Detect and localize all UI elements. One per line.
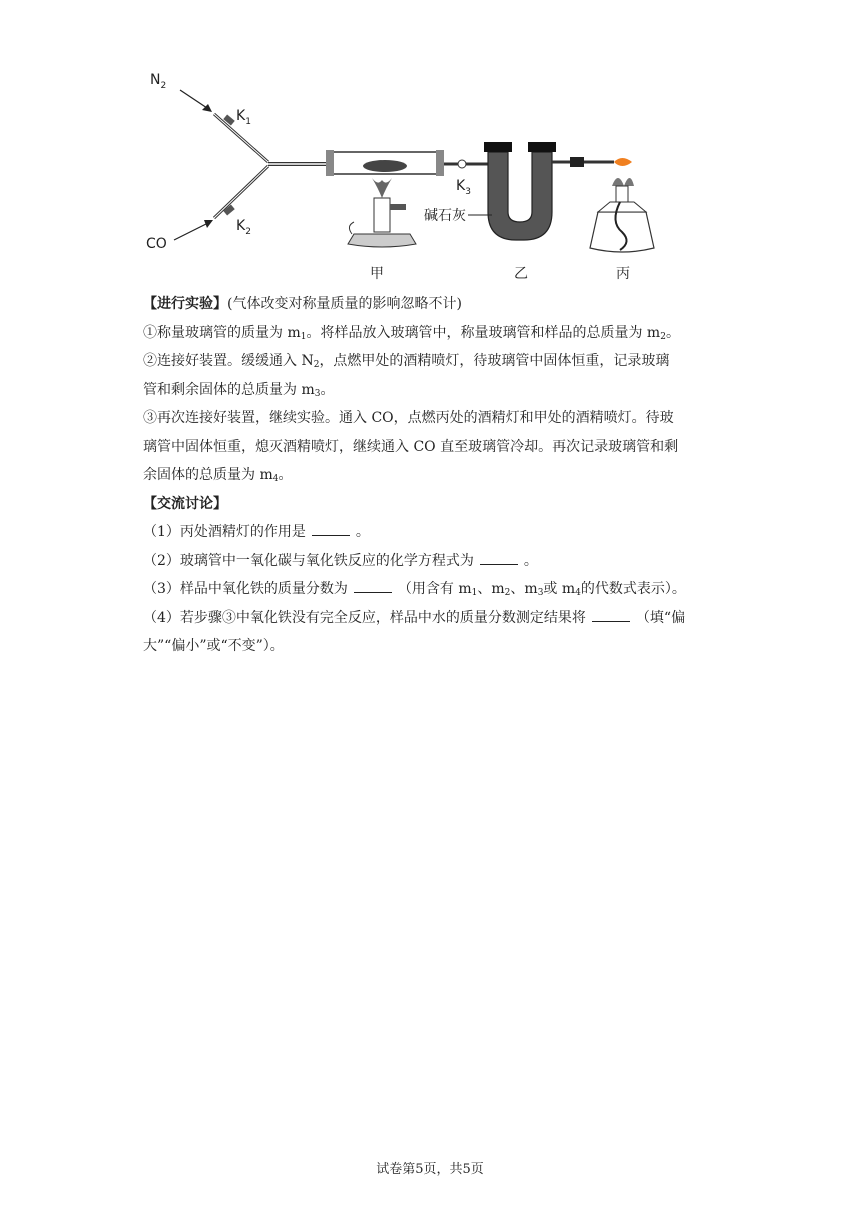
lamp-wick bbox=[616, 186, 628, 202]
apparatus-figure bbox=[140, 62, 700, 287]
burner-base bbox=[348, 234, 416, 247]
burner-body bbox=[374, 198, 390, 232]
co-arrow bbox=[174, 222, 210, 240]
station-jia-label: 甲 bbox=[370, 266, 384, 282]
k3-clamp bbox=[458, 160, 466, 168]
lamp-flame bbox=[612, 178, 634, 186]
experiment-step-3-end: 余固体的总质量为 $m_4$。 bbox=[143, 467, 293, 484]
answer-blank-1[interactable] bbox=[312, 521, 350, 536]
question-2: （2）玻璃管中一氧化碳与氧化铁反应的化学方程式为 。 bbox=[143, 547, 733, 576]
u-stopper-left bbox=[484, 142, 512, 152]
station-bing-label: 丙 bbox=[616, 266, 630, 282]
soda-lime-label: 碱石灰 bbox=[424, 208, 466, 224]
u-stopper-right bbox=[528, 142, 556, 152]
question-4: （4）若步骤③中氧化铁没有完全反应，样品中水的质量分数测定结果将 （填“偏 bbox=[143, 604, 733, 633]
experiment-step-3: ③再次连接好装置，继续实验。通入 CO，点燃丙处的酒精灯和甲处的酒精喷灯。待玻 bbox=[143, 410, 674, 426]
burner-handle bbox=[349, 222, 354, 234]
burning-gas-flame bbox=[614, 158, 632, 166]
answer-blank-2[interactable] bbox=[480, 550, 518, 565]
page-footer: 试卷第5页，共5页 bbox=[376, 1162, 484, 1177]
question-3: （3）样品中氧化铁的质量分数为 （用含有 $m_1$、$m_2$、$m_3$或 $m_4$的代数式表示）。 bbox=[143, 575, 733, 604]
question-4-cont: 大”“偏小”或“不变”）。 bbox=[143, 638, 284, 654]
burner-knob bbox=[390, 204, 406, 210]
station-yi-label: 乙 bbox=[514, 266, 528, 282]
tube-stopper-left bbox=[326, 150, 334, 176]
burner-flame bbox=[372, 178, 392, 198]
n2-label: $N_2$ bbox=[150, 72, 167, 91]
experiment-heading: 【进行实验】(气体改变对称量质量的影响忽略不计) bbox=[143, 296, 462, 312]
tube-stopper-right bbox=[436, 150, 444, 176]
experiment-step-3-cont: 璃管中固体恒重，熄灭酒精喷灯，继续通入 CO 直至玻璃管冷却。再次记录玻璃管和剩 bbox=[143, 438, 679, 455]
answer-blank-4[interactable] bbox=[592, 607, 630, 622]
sample-solid bbox=[363, 160, 407, 172]
answer-blank-3[interactable] bbox=[354, 578, 392, 593]
k3-label: $K_3$ bbox=[456, 178, 471, 197]
k2-label: $K_2$ bbox=[236, 218, 251, 237]
u-tube bbox=[488, 152, 552, 240]
question-1: （1）丙处酒精灯的作用是 。 bbox=[143, 518, 733, 547]
outlet-joint bbox=[570, 157, 584, 167]
discussion-heading: 【交流讨论】 bbox=[143, 495, 227, 512]
lower-tube-inner bbox=[214, 166, 268, 218]
experiment-step-2: ②连接好装置。缓缓通入 $N_2$，点燃甲处的酒精喷灯，待玻璃管中固体恒重，记录玻璃 bbox=[143, 353, 670, 370]
lamp-neck bbox=[598, 202, 646, 212]
experiment-step-2-cont: 管和剩余固体的总质量为 $m_3$。 bbox=[143, 381, 335, 399]
question-text bbox=[143, 290, 733, 661]
experiment-step-1: ①称量玻璃管的质量为 $m_1$。将样品放入玻璃管中，称量玻璃管和样品的总质量为 $m_2$。 bbox=[143, 324, 680, 342]
k1-label: $K_1$ bbox=[236, 108, 251, 127]
co-label: CO bbox=[146, 236, 167, 252]
